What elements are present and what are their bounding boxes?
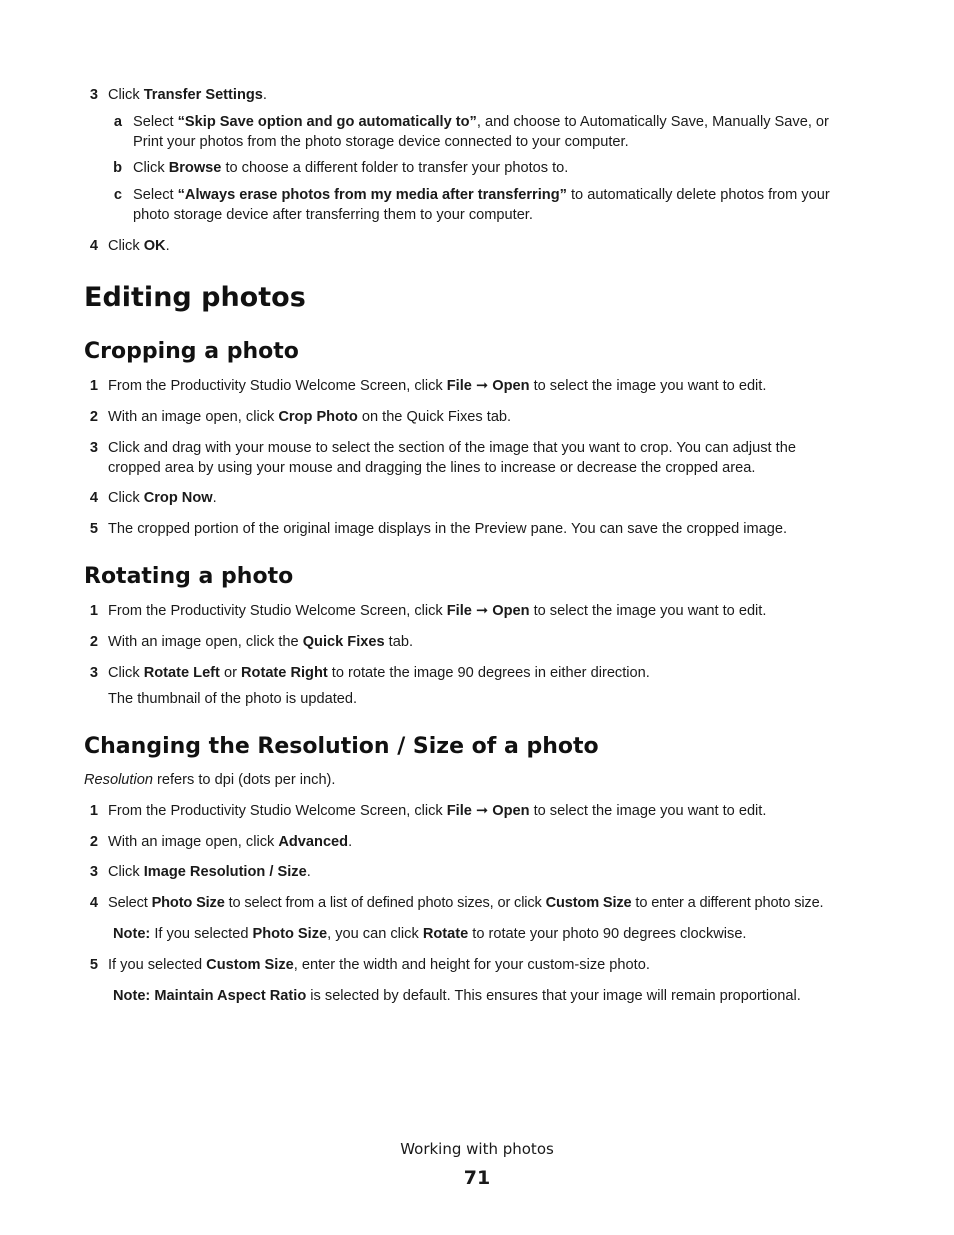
substep-text	[133, 185, 830, 205]
step-number: 3	[89, 665, 98, 681]
text-run: tab.	[384, 634, 414, 650]
text-run: If you selected	[150, 926, 253, 942]
section-heading-editing-photos: Editing photos	[84, 282, 306, 313]
text-run: Click	[133, 160, 169, 176]
bold-term: “Skip Save option and go automatically to”	[177, 114, 477, 130]
text-run: With an image open, click	[108, 409, 279, 425]
step-text: The cropped portion of the original image displays in the Preview pane. You can save the cropped image.	[108, 521, 788, 537]
step-text	[108, 488, 217, 508]
text-run: to enter a different photo size.	[631, 895, 824, 911]
text-run: Click	[108, 238, 144, 254]
step-text	[108, 663, 650, 683]
bold-term: Rotate	[422, 926, 469, 942]
text-run: , enter the width and height for your custom-size photo.	[293, 957, 650, 973]
bold-term: File ➞ Open	[446, 378, 530, 394]
bold-term: Crop Photo	[278, 409, 358, 425]
bold-term: “Always erase photos from my media after transferring”	[177, 187, 567, 203]
text-run: to select the image you want to edit.	[529, 803, 767, 819]
bold-term: Image Resolution / Size	[143, 864, 307, 880]
step-text	[108, 862, 311, 882]
substep-letter: a	[113, 114, 122, 130]
step-text	[108, 376, 766, 396]
text-run: , and choose to Automatically Save, Manually Save, or	[476, 114, 829, 130]
bold-term: Custom Size	[545, 895, 632, 911]
italic-term: Resolution	[84, 772, 153, 788]
step-text	[108, 601, 766, 621]
footer-chapter-title: Working with photos	[400, 1140, 554, 1158]
subsection-heading-resolution: Changing the Resolution / Size of a photo	[84, 734, 599, 759]
text-run: Select	[133, 114, 178, 130]
note	[113, 924, 747, 944]
step-number: 3	[89, 440, 98, 456]
bold-term: Browse	[168, 160, 222, 176]
substep-text	[133, 158, 568, 178]
text-run: .	[262, 87, 267, 103]
step-number: 3	[89, 864, 98, 880]
step-number: 3	[89, 87, 98, 103]
text-run: .	[348, 834, 353, 850]
bold-term: Rotate Left	[143, 665, 220, 681]
text-run: refers to dpi (dots per inch).	[152, 772, 336, 788]
step-number: 2	[89, 634, 98, 650]
step-number: 2	[89, 834, 98, 850]
text-run: is selected by default. This ensures that your image will remain proportional.	[306, 988, 801, 1004]
text-run: to select the image you want to edit.	[529, 603, 767, 619]
text-run: .	[212, 490, 217, 506]
step-number: 5	[89, 957, 98, 973]
text-run: From the Productivity Studio Welcome Screen, click	[108, 378, 447, 394]
bold-term: Rotate Right	[241, 665, 328, 681]
text-run: From the Productivity Studio Welcome Screen, click	[108, 803, 447, 819]
step-number: 2	[89, 409, 98, 425]
step-text	[108, 236, 170, 256]
text-run: If you selected	[108, 957, 207, 973]
substep-letter: c	[113, 187, 122, 203]
substep-text-line2: Print your photos from the photo storage device connected to your computer.	[133, 134, 629, 150]
bold-term: Photo Size	[252, 926, 328, 942]
text-run: Click	[108, 864, 144, 880]
step-number: 4	[89, 895, 98, 911]
text-run: to rotate your photo 90 degrees clockwise.	[468, 926, 747, 942]
step-text-line2: cropped area by using your mouse and dragging the lines to increase or decrease the cropped area.	[108, 460, 756, 476]
text-run: on the Quick Fixes tab.	[357, 409, 512, 425]
substep-text	[133, 112, 829, 132]
step-text	[108, 407, 511, 427]
text-run: With an image open, click	[108, 834, 279, 850]
subsection-heading-cropping: Cropping a photo	[84, 339, 299, 364]
text-run: to rotate the image 90 degrees in either direction.	[327, 665, 650, 681]
bold-term: Photo Size	[151, 895, 225, 911]
text-run: , you can click	[327, 926, 423, 942]
bold-term: Transfer Settings	[143, 87, 263, 103]
bold-term: OK	[143, 238, 166, 254]
step-number: 4	[89, 238, 98, 254]
step-text	[108, 832, 352, 852]
step-text: Click and drag with your mouse to select the section of the image that you want to crop. You can adjust the	[108, 440, 796, 456]
bold-term: File ➞ Open	[446, 603, 530, 619]
substep-text-line2: photo storage device after transferring them to your computer.	[133, 207, 533, 223]
note-label: Note: Maintain Aspect Ratio	[113, 988, 307, 1004]
text-run: to select from a list of defined photo sizes, or click	[224, 895, 546, 911]
intro-text	[84, 770, 335, 790]
text-run: Click	[108, 665, 144, 681]
step-text	[108, 85, 267, 105]
text-run: to choose a different folder to transfer your photos to.	[221, 160, 569, 176]
step-number: 1	[89, 603, 98, 619]
text-run: With an image open, click the	[108, 634, 303, 650]
step-number: 5	[89, 521, 98, 537]
text-run: Click	[108, 490, 144, 506]
note	[113, 986, 801, 1006]
text-run: to select the image you want to edit.	[529, 378, 767, 394]
substep-letter: b	[113, 160, 122, 176]
note-label: Note:	[113, 926, 151, 942]
bold-term: Crop Now	[143, 490, 213, 506]
bold-term: Quick Fixes	[302, 634, 385, 650]
page-number: 71	[463, 1167, 491, 1189]
step-text	[108, 893, 823, 913]
step-text	[108, 801, 766, 821]
step-result-text: The thumbnail of the photo is updated.	[108, 691, 358, 707]
text-run: Select	[108, 895, 152, 911]
step-text	[108, 955, 650, 975]
step-number: 1	[89, 378, 98, 394]
step-number: 4	[89, 490, 98, 506]
bold-term: Custom Size	[206, 957, 294, 973]
text-run: Click	[108, 87, 144, 103]
text-run: .	[306, 864, 311, 880]
text-run: or	[219, 665, 241, 681]
step-text	[108, 632, 413, 652]
text-run: Select	[133, 187, 178, 203]
text-run: From the Productivity Studio Welcome Screen, click	[108, 603, 447, 619]
step-number: 1	[89, 803, 98, 819]
bold-term: Advanced	[278, 834, 349, 850]
bold-term: File ➞ Open	[446, 803, 530, 819]
text-run: .	[165, 238, 170, 254]
subsection-heading-rotating: Rotating a photo	[84, 564, 294, 589]
text-run: to automatically delete photos from your	[566, 187, 830, 203]
